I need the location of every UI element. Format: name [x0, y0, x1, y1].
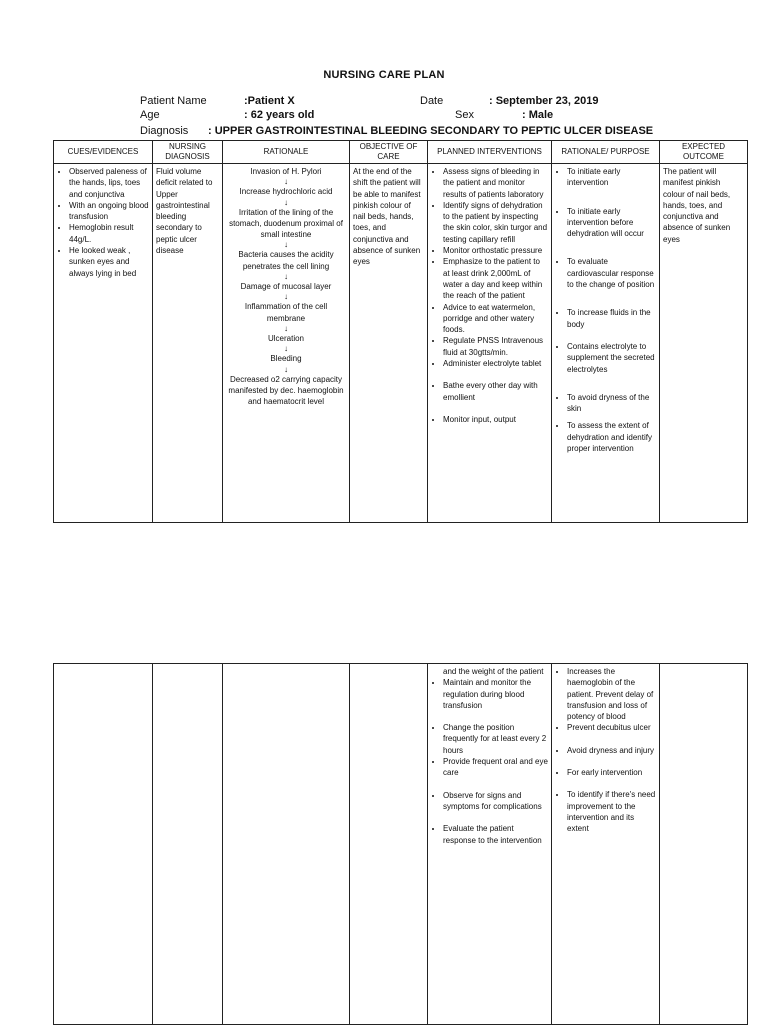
purpose-item: • For early intervention	[567, 767, 656, 778]
rationale-step: Invasion of H. Pylori	[250, 167, 322, 176]
down-arrow-icon: ↓	[284, 272, 288, 282]
intervention-item: • Bathe every other day with emollient	[443, 380, 548, 403]
intervention-item: • Advice to eat watermelon, porridge and other watery foods.	[443, 302, 548, 336]
rationale-step: Damage of mucosal layer	[240, 282, 332, 292]
care-plan-table-page1	[53, 140, 748, 523]
header-nursing-diagnosis: NURSING DIAGNOSIS	[153, 141, 223, 164]
intervention-item: • Monitor input, output	[443, 414, 548, 425]
sex-value: : Male	[522, 109, 554, 121]
down-arrow-icon: ↓	[284, 364, 288, 374]
down-arrow-icon: ↓	[284, 344, 288, 354]
down-arrow-icon: ↓	[284, 197, 288, 207]
diagnosis-value: : UPPER GASTROINTESTINAL BLEEDING SECONDARY TO PEPTIC ULCER DISEASE	[208, 125, 654, 137]
purpose-item: • Avoid dryness and injury	[567, 745, 656, 756]
rationale-step: Irritation of the lining of the stomach, duodenum proximal of small intestine	[229, 207, 343, 240]
intervention-item: • Evaluate the patient response to the intervention	[443, 823, 548, 846]
intervention-item: • Administer electrolyte tablet	[443, 358, 548, 369]
interventions-cell	[428, 164, 552, 523]
intervention-item: • Change the position frequently for at least every 2 hours	[443, 722, 548, 756]
header-rationale-purpose: RATIONALE/ PURPOSE	[552, 141, 660, 164]
expected-outcome-cell	[660, 664, 748, 1025]
nursing-diagnosis-cell	[153, 664, 223, 1025]
diagnosis-label: Diagnosis	[140, 125, 189, 137]
date-value: : September 23, 2019	[489, 95, 599, 107]
purpose-cell	[552, 164, 660, 523]
intervention-item: • Maintain and monitor the regulation during blood transfusion	[443, 677, 548, 711]
objective-cell	[350, 664, 428, 1025]
date-label: Date	[420, 95, 444, 107]
age-label: Age	[140, 109, 160, 121]
document-title: NURSING CARE PLAN	[323, 69, 445, 81]
purpose-item: • Contains electrolyte to supplement the secreted electrolytes	[567, 341, 656, 375]
purpose-item: • To identify if there's need improvement to the intervention and its extent	[567, 789, 656, 834]
patient-name-label: Patient Name	[140, 95, 207, 107]
rationale-step: Increase hydrochloric acid	[239, 187, 333, 197]
rationale-cell	[223, 164, 350, 523]
purpose-item: • Increases the haemoglobin of the patient. Prevent delay of transfusion and loss of potency of blood	[567, 666, 656, 722]
rationale-step: Decreased o2 carrying capacity manifested by dec. haemoglobin and haematocrit level	[228, 374, 344, 407]
purpose-cell	[552, 664, 660, 1025]
rationale-cell	[223, 664, 350, 1025]
purpose-item: • To initiate early intervention	[567, 166, 656, 189]
expected-outcome-cell: The patient will manifest pinkish colour of nail beds, hands, toes, and conjunctiva and absence of sunken eyes	[660, 164, 748, 523]
intervention-item: • Monitor orthostatic pressure	[443, 245, 548, 256]
purpose-item: • To avoid dryness of the skin	[567, 392, 656, 415]
intervention-item: • Identify signs of dehydration to the patient by inspecting the skin color, skin turgor and testing capillary refill	[443, 200, 548, 245]
cue-item: • Observed paleness of the hands, lips, toes and conjunctiva	[69, 166, 149, 200]
header-rationale: RATIONALE	[223, 141, 350, 164]
sex-label: Sex	[455, 109, 474, 121]
intervention-item: • Provide frequent oral and eye care	[443, 756, 548, 779]
cue-item: • With an ongoing blood transfusion	[69, 200, 149, 223]
interventions-cell	[428, 664, 552, 1025]
patient-name-value: :Patient X	[244, 95, 295, 107]
rationale-step: Bleeding	[270, 354, 302, 364]
intervention-item: • Emphasize to the patient to at least drink 2,000mL of water a day and keep within the reach of the patient	[443, 256, 548, 301]
cue-item: • He looked weak , sunken eyes and always lying in bed	[69, 245, 149, 279]
cues-cell	[54, 164, 153, 523]
purpose-item: • Prevent decubitus ulcer	[567, 722, 656, 733]
down-arrow-icon: ↓	[284, 177, 288, 187]
intervention-item: • Regulate PNSS Intravenous fluid at 30gtts/min.	[443, 335, 548, 358]
cue-item: • Hemoglobin result 44g/L.	[69, 222, 149, 245]
header-objective: OBJECTIVE OF CARE	[350, 141, 428, 164]
header-expected-outcome: EXPECTED OUTCOME	[660, 141, 748, 164]
care-plan-table-page2	[53, 663, 748, 1025]
intervention-item: • Observe for signs and symptoms for complications	[443, 790, 548, 813]
purpose-item: • To assess the extent of dehydration and identify proper intervention	[567, 420, 656, 454]
purpose-item: • To evaluate cardiovascular response to the change of position	[567, 256, 656, 290]
down-arrow-icon: ↓	[284, 292, 288, 302]
header-interventions: PLANNED INTERVENTIONS	[428, 141, 552, 164]
down-arrow-icon: ↓	[284, 240, 288, 250]
objective-cell: At the end of the shift the patient will be able to manifest pinkish colour of nail beds, hands, toes, and conjunctiva and absence of sunken eyes	[350, 164, 428, 523]
nursing-diagnosis-cell: Fluid volume deficit related to Upper gastrointestinal bleeding secondary to peptic ulcer disease	[153, 164, 223, 523]
intervention-item: • Assess signs of bleeding in the patient and monitor results of patients laboratory	[443, 166, 548, 200]
rationale-step: Inflammation of the cell membrane	[244, 302, 328, 323]
age-value: : 62 years old	[244, 109, 315, 121]
intervention-continuation: and the weight of the patient	[443, 667, 544, 676]
purpose-item: • To increase fluids in the body	[567, 307, 656, 330]
purpose-item: • To initiate early intervention before dehydration will occur	[567, 206, 656, 240]
cues-cell	[54, 664, 153, 1025]
down-arrow-icon: ↓	[284, 323, 288, 333]
rationale-step: Bacteria causes the acidity penetrates the cell lining	[238, 250, 334, 271]
rationale-step: Ulceration	[267, 333, 304, 343]
header-cues: CUES/EVIDENCES	[54, 141, 153, 164]
